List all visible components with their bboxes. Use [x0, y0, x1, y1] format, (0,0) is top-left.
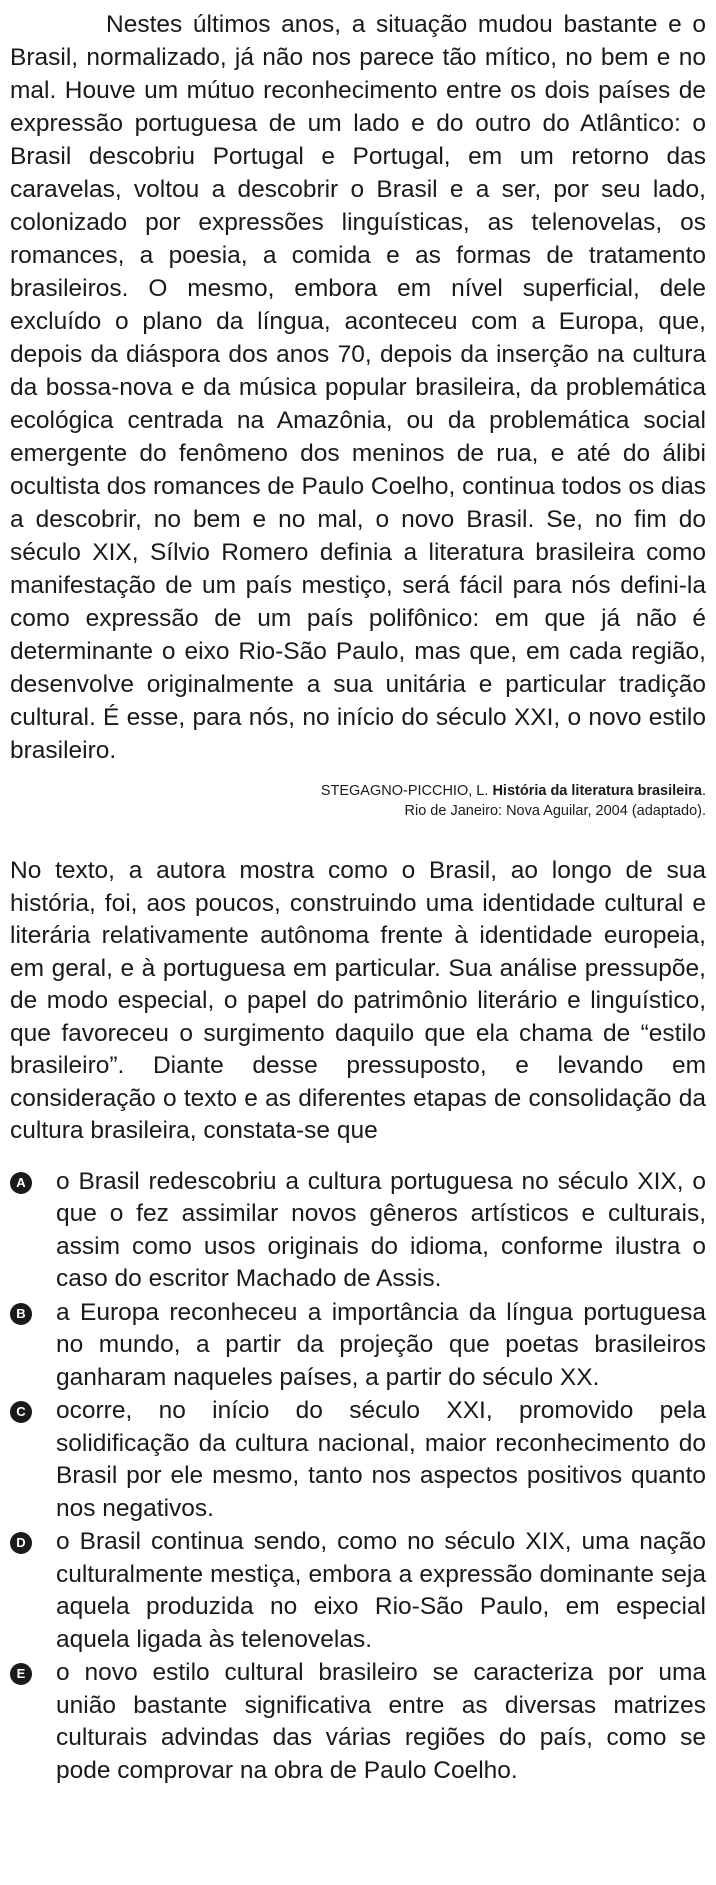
option-c[interactable]	[10, 1395, 706, 1525]
option-b[interactable]	[10, 1297, 706, 1395]
citation-title-suffix: .	[701, 783, 706, 799]
option-d-letter-badge: D	[10, 1532, 32, 1554]
citation-author: STEGAGNO-PICCHIO, L.	[320, 783, 489, 799]
option-a-text: o Brasil redescobriu a cultura portuguesa no século XIX, o que o fez assimilar novos gêneros artísticos e culturais, assim como usos originais do idioma, conforme ilustra o caso do escritor Machado de Assis.	[56, 1167, 706, 1292]
option-a[interactable]	[10, 1166, 706, 1296]
answer-options	[10, 1166, 706, 1788]
question-stem: No texto, a autora mostra como o Brasil, ao longo de sua história, foi, aos poucos, construindo uma identidade cultural e literária relativamente autônoma frente à identidade europeia, em geral, e à portuguesa em particular. Sua análise pressupõe, de modo especial, o papel do patrimônio literário e linguístico, que favoreceu o surgimento daquilo que ela chama de “estilo brasileiro”. Diante desse pressuposto, e levando em consideração o texto e as diferentes etapas de consolidação da cultura brasileira, constata-se que	[10, 857, 706, 1144]
option-e-text: o novo estilo cultural brasileiro se caracteriza por uma união bastante significativa entre as diversas matrizes culturais advindas das várias regiões do país, como se pode comprovar na obra de Paulo Coelho.	[56, 1659, 706, 1784]
citation-title: História da literatura brasileira	[492, 783, 702, 799]
option-c-letter-badge: C	[10, 1401, 32, 1423]
option-b-letter-badge: B	[10, 1303, 32, 1325]
citation-publisher: Rio de Janeiro: Nova Aguilar, 2004 (adaptado).	[404, 803, 706, 819]
option-d-text: o Brasil continua sendo, como no século XIX, uma nação culturalmente mestiça, embora a expressão dominante seja aquela produzida no eixo Rio-São Paulo, em especial aquela ligada às telenovelas.	[56, 1528, 706, 1653]
option-e-letter-badge: E	[10, 1663, 32, 1685]
option-e[interactable]	[10, 1657, 706, 1787]
option-b-text: a Europa reconheceu a importância da língua portuguesa no mundo, a partir da projeção que poetas brasileiros ganharam naqueles países, a partir do século XX.	[56, 1298, 706, 1391]
option-c-text: ocorre, no início do século XXI, promovido pela solidificação da cultura nacional, maior reconhecimento do Brasil por ele mesmo, tanto nos aspectos positivos quanto nos negativos.	[56, 1397, 706, 1522]
citation-line-1	[10, 781, 706, 801]
source-citation	[10, 781, 706, 821]
option-a-letter-badge: A	[10, 1172, 32, 1194]
source-passage: Nestes últimos anos, a situação mudou bastante e o Brasil, normalizado, já não nos parece tão mítico, no bem e no mal. Houve um mútuo reconhecimento entre os dois países de expressão portuguesa de um lado e do outro do Atlântico: o Brasil descobriu Portugal e Portugal, em um retorno das caravelas, voltou a descobrir o Brasil e a ser, por seu lado, colonizado por expressões linguísticas, as telenovelas, os romances, a poesia, a comida e as formas de tratamento brasileiros. O mesmo, embora em nível superficial, dele excluído o plano da língua, aconteceu com a Europa, que, depois da diáspora dos anos 70, depois da inserção na cultura da bossa-nova e da música popular brasileira, da problemática ecológica centrada na Amazônia, ou da problemática social emergente do fenômeno dos meninos de rua, e até do álibi ocultista dos romances de Paulo Coelho, continua todos os dias a descobrir, no bem e no mal, o novo Brasil. Se, no fim do século XIX, Sílvio Romero definia a literatura brasileira como manifestação de um país mestiço, será fácil para nós defini-la como expressão de um país polifônico: em que já não é determinante o eixo Rio-São Paulo, mas que, em cada região, desenvolve originalmente a sua unitária e particular tradição cultural. É esse, para nós, no início do século XXI, o novo estilo brasileiro.	[10, 11, 706, 764]
option-d[interactable]	[10, 1526, 706, 1656]
